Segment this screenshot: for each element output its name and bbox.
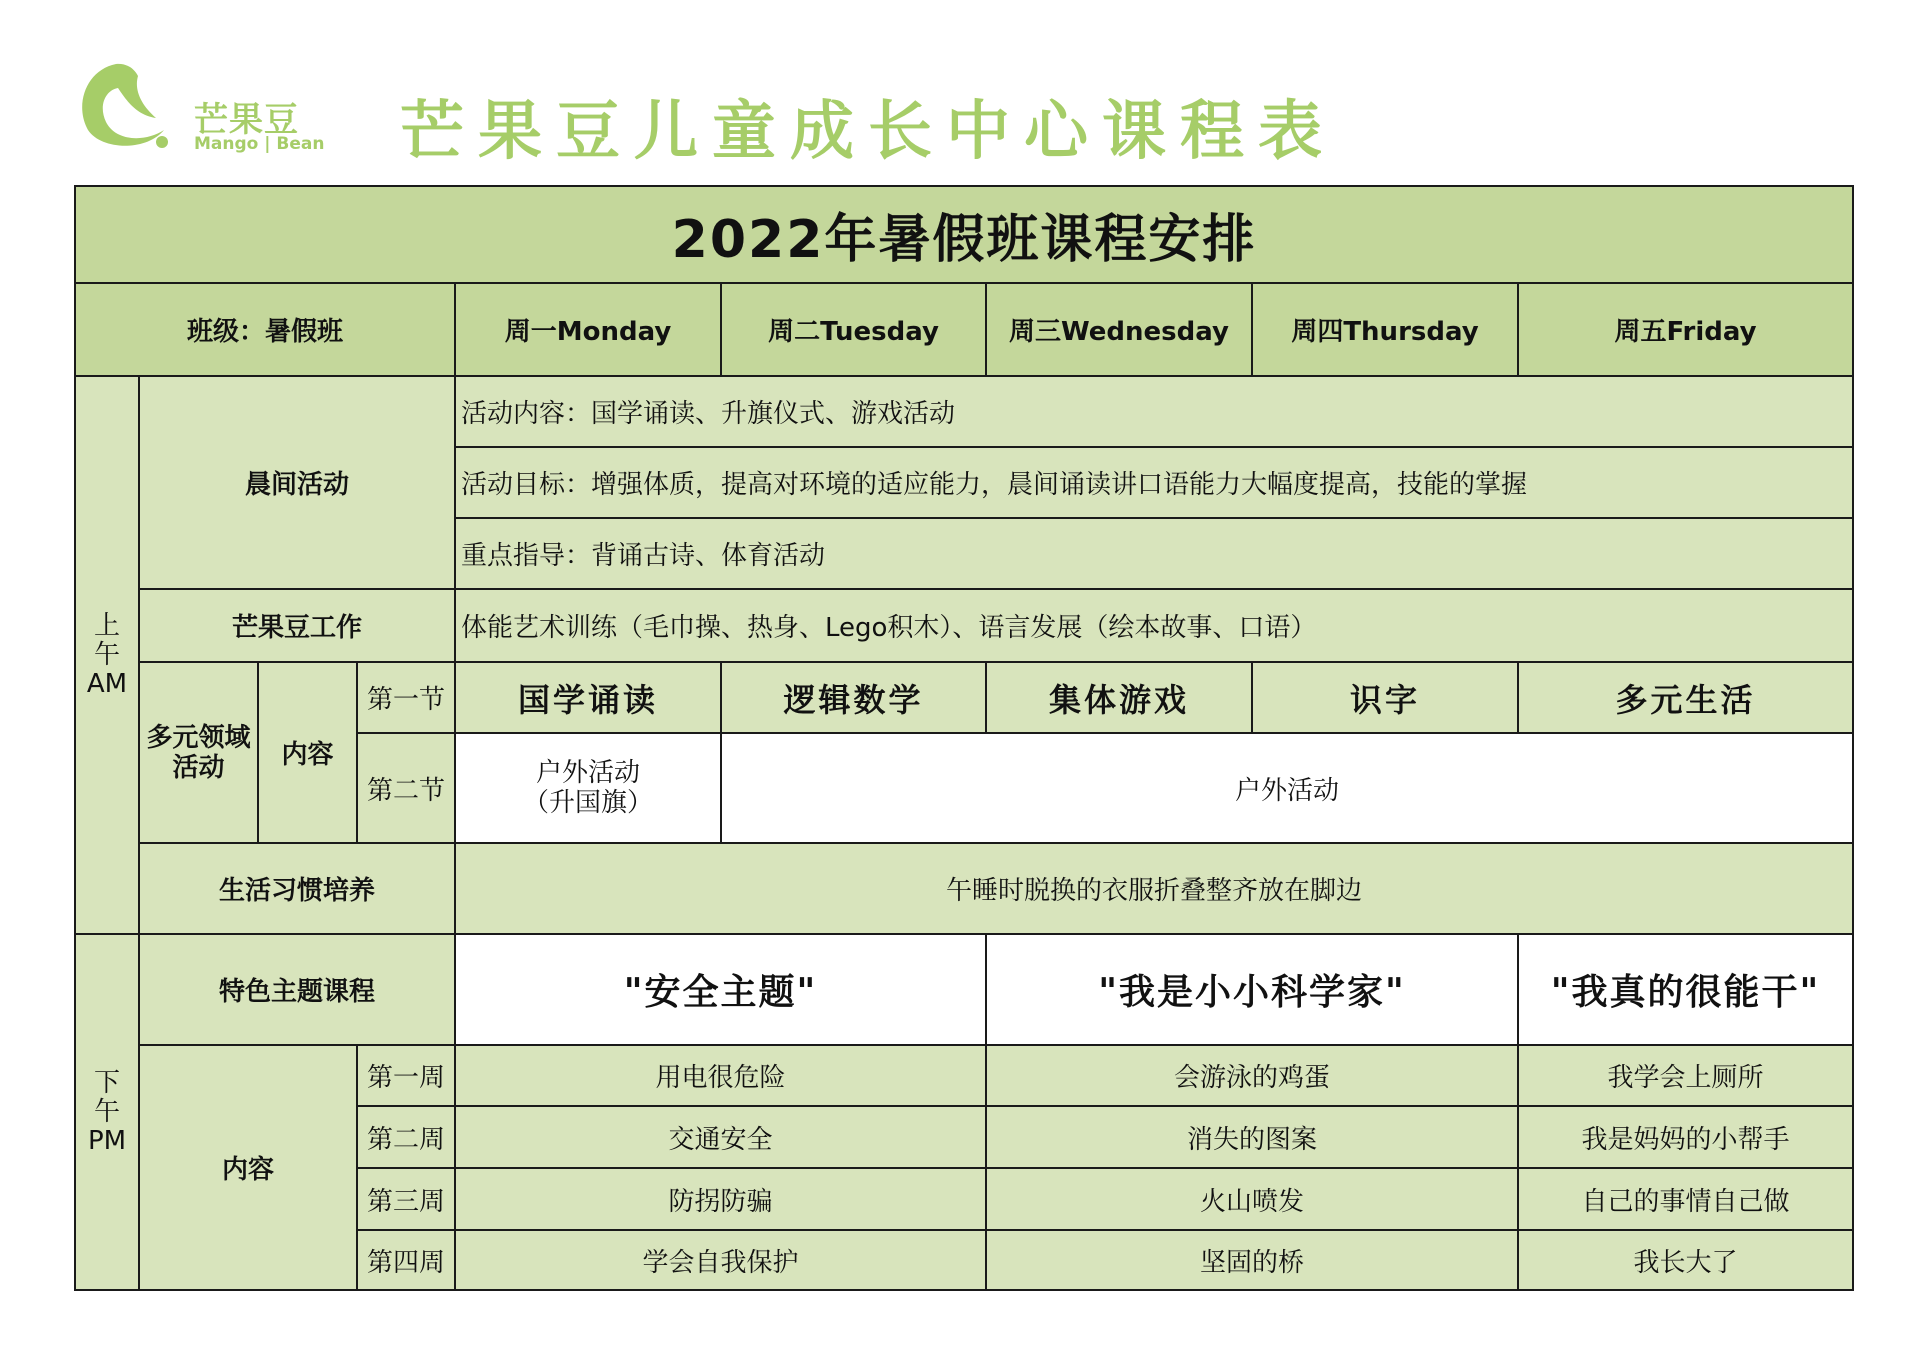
week-label: 第二周 xyxy=(357,1106,455,1168)
pm-content-label: 内容 xyxy=(139,1045,357,1290)
day-header: 周二Tuesday xyxy=(721,283,986,376)
work-content: 体能艺术训练（毛巾操、热身、Lego积木）、语言发展（绘本故事、口语） xyxy=(455,589,1853,662)
subject-cell: 识字 xyxy=(1252,662,1518,733)
subject-cell: 国学诵读 xyxy=(455,662,721,733)
day-header: 周四Thursday xyxy=(1252,283,1518,376)
subject-cell: 集体游戏 xyxy=(986,662,1252,733)
brand-logo xyxy=(76,58,336,158)
lesson-cell: 防拐防骗 xyxy=(455,1168,986,1230)
day-header: 周一Monday xyxy=(455,283,721,376)
theme-cell: "我是小小科学家" xyxy=(986,934,1518,1045)
theme-label: 特色主题课程 xyxy=(139,934,455,1045)
schedule-table xyxy=(74,185,1854,1291)
theme-cell: "安全主题" xyxy=(455,934,986,1045)
multi-content-label: 内容 xyxy=(258,662,357,843)
logo-chinese-name: 芒果豆 xyxy=(194,100,299,140)
period-label: 第二节 xyxy=(357,733,455,843)
lesson-cell: 我是妈妈的小帮手 xyxy=(1518,1106,1853,1168)
lesson-cell: 我学会上厕所 xyxy=(1518,1045,1853,1106)
subject-cell: 多元生活 xyxy=(1518,662,1853,733)
week-label: 第四周 xyxy=(357,1230,455,1290)
table-title: 2022年暑假班课程安排 xyxy=(75,186,1853,283)
lesson-cell: 火山喷发 xyxy=(986,1168,1518,1230)
outdoor-rest: 户外活动 xyxy=(721,733,1853,843)
lesson-cell: 坚固的桥 xyxy=(986,1230,1518,1290)
morning-focus: 重点指导：背诵古诗、体育活动 xyxy=(455,518,1853,589)
multi-domain-label: 多元领域活动 xyxy=(139,662,258,843)
mango-logo-icon xyxy=(76,60,186,150)
lesson-cell: 消失的图案 xyxy=(986,1106,1518,1168)
subject-cell: 逻辑数学 xyxy=(721,662,986,733)
lesson-cell: 交通安全 xyxy=(455,1106,986,1168)
day-header: 周三Wednesday xyxy=(986,283,1252,376)
lesson-cell: 我长大了 xyxy=(1518,1230,1853,1290)
morning-activity-label: 晨间活动 xyxy=(139,376,455,589)
lesson-cell: 学会自我保护 xyxy=(455,1230,986,1290)
morning-content: 活动内容：国学诵读、升旗仪式、游戏活动 xyxy=(455,376,1853,447)
logo-english-name: Mango | Bean xyxy=(194,134,325,154)
pm-label: 下 午 PM xyxy=(75,934,139,1290)
period-label: 第一节 xyxy=(357,662,455,733)
day-header: 周五Friday xyxy=(1518,283,1853,376)
week-label: 第三周 xyxy=(357,1168,455,1230)
habit-label: 生活习惯培养 xyxy=(139,843,455,934)
theme-cell: "我真的很能干" xyxy=(1518,934,1853,1045)
lesson-cell: 会游泳的鸡蛋 xyxy=(986,1045,1518,1106)
class-label: 班级：暑假班 xyxy=(75,283,455,376)
lesson-cell: 用电很危险 xyxy=(455,1045,986,1106)
lesson-cell: 自己的事情自己做 xyxy=(1518,1168,1853,1230)
week-label: 第一周 xyxy=(357,1045,455,1106)
am-label: 上 午 AM xyxy=(75,376,139,934)
page-title: 芒果豆儿童成长中心课程表 xyxy=(400,94,1336,169)
morning-goal: 活动目标：增强体质，提高对环境的适应能力，晨间诵读讲口语能力大幅度提高，技能的掌握 xyxy=(455,447,1853,518)
outdoor-monday: 户外活动 （升国旗） xyxy=(455,733,721,843)
work-label: 芒果豆工作 xyxy=(139,589,455,662)
habit-content: 午睡时脱换的衣服折叠整齐放在脚边 xyxy=(455,843,1853,934)
